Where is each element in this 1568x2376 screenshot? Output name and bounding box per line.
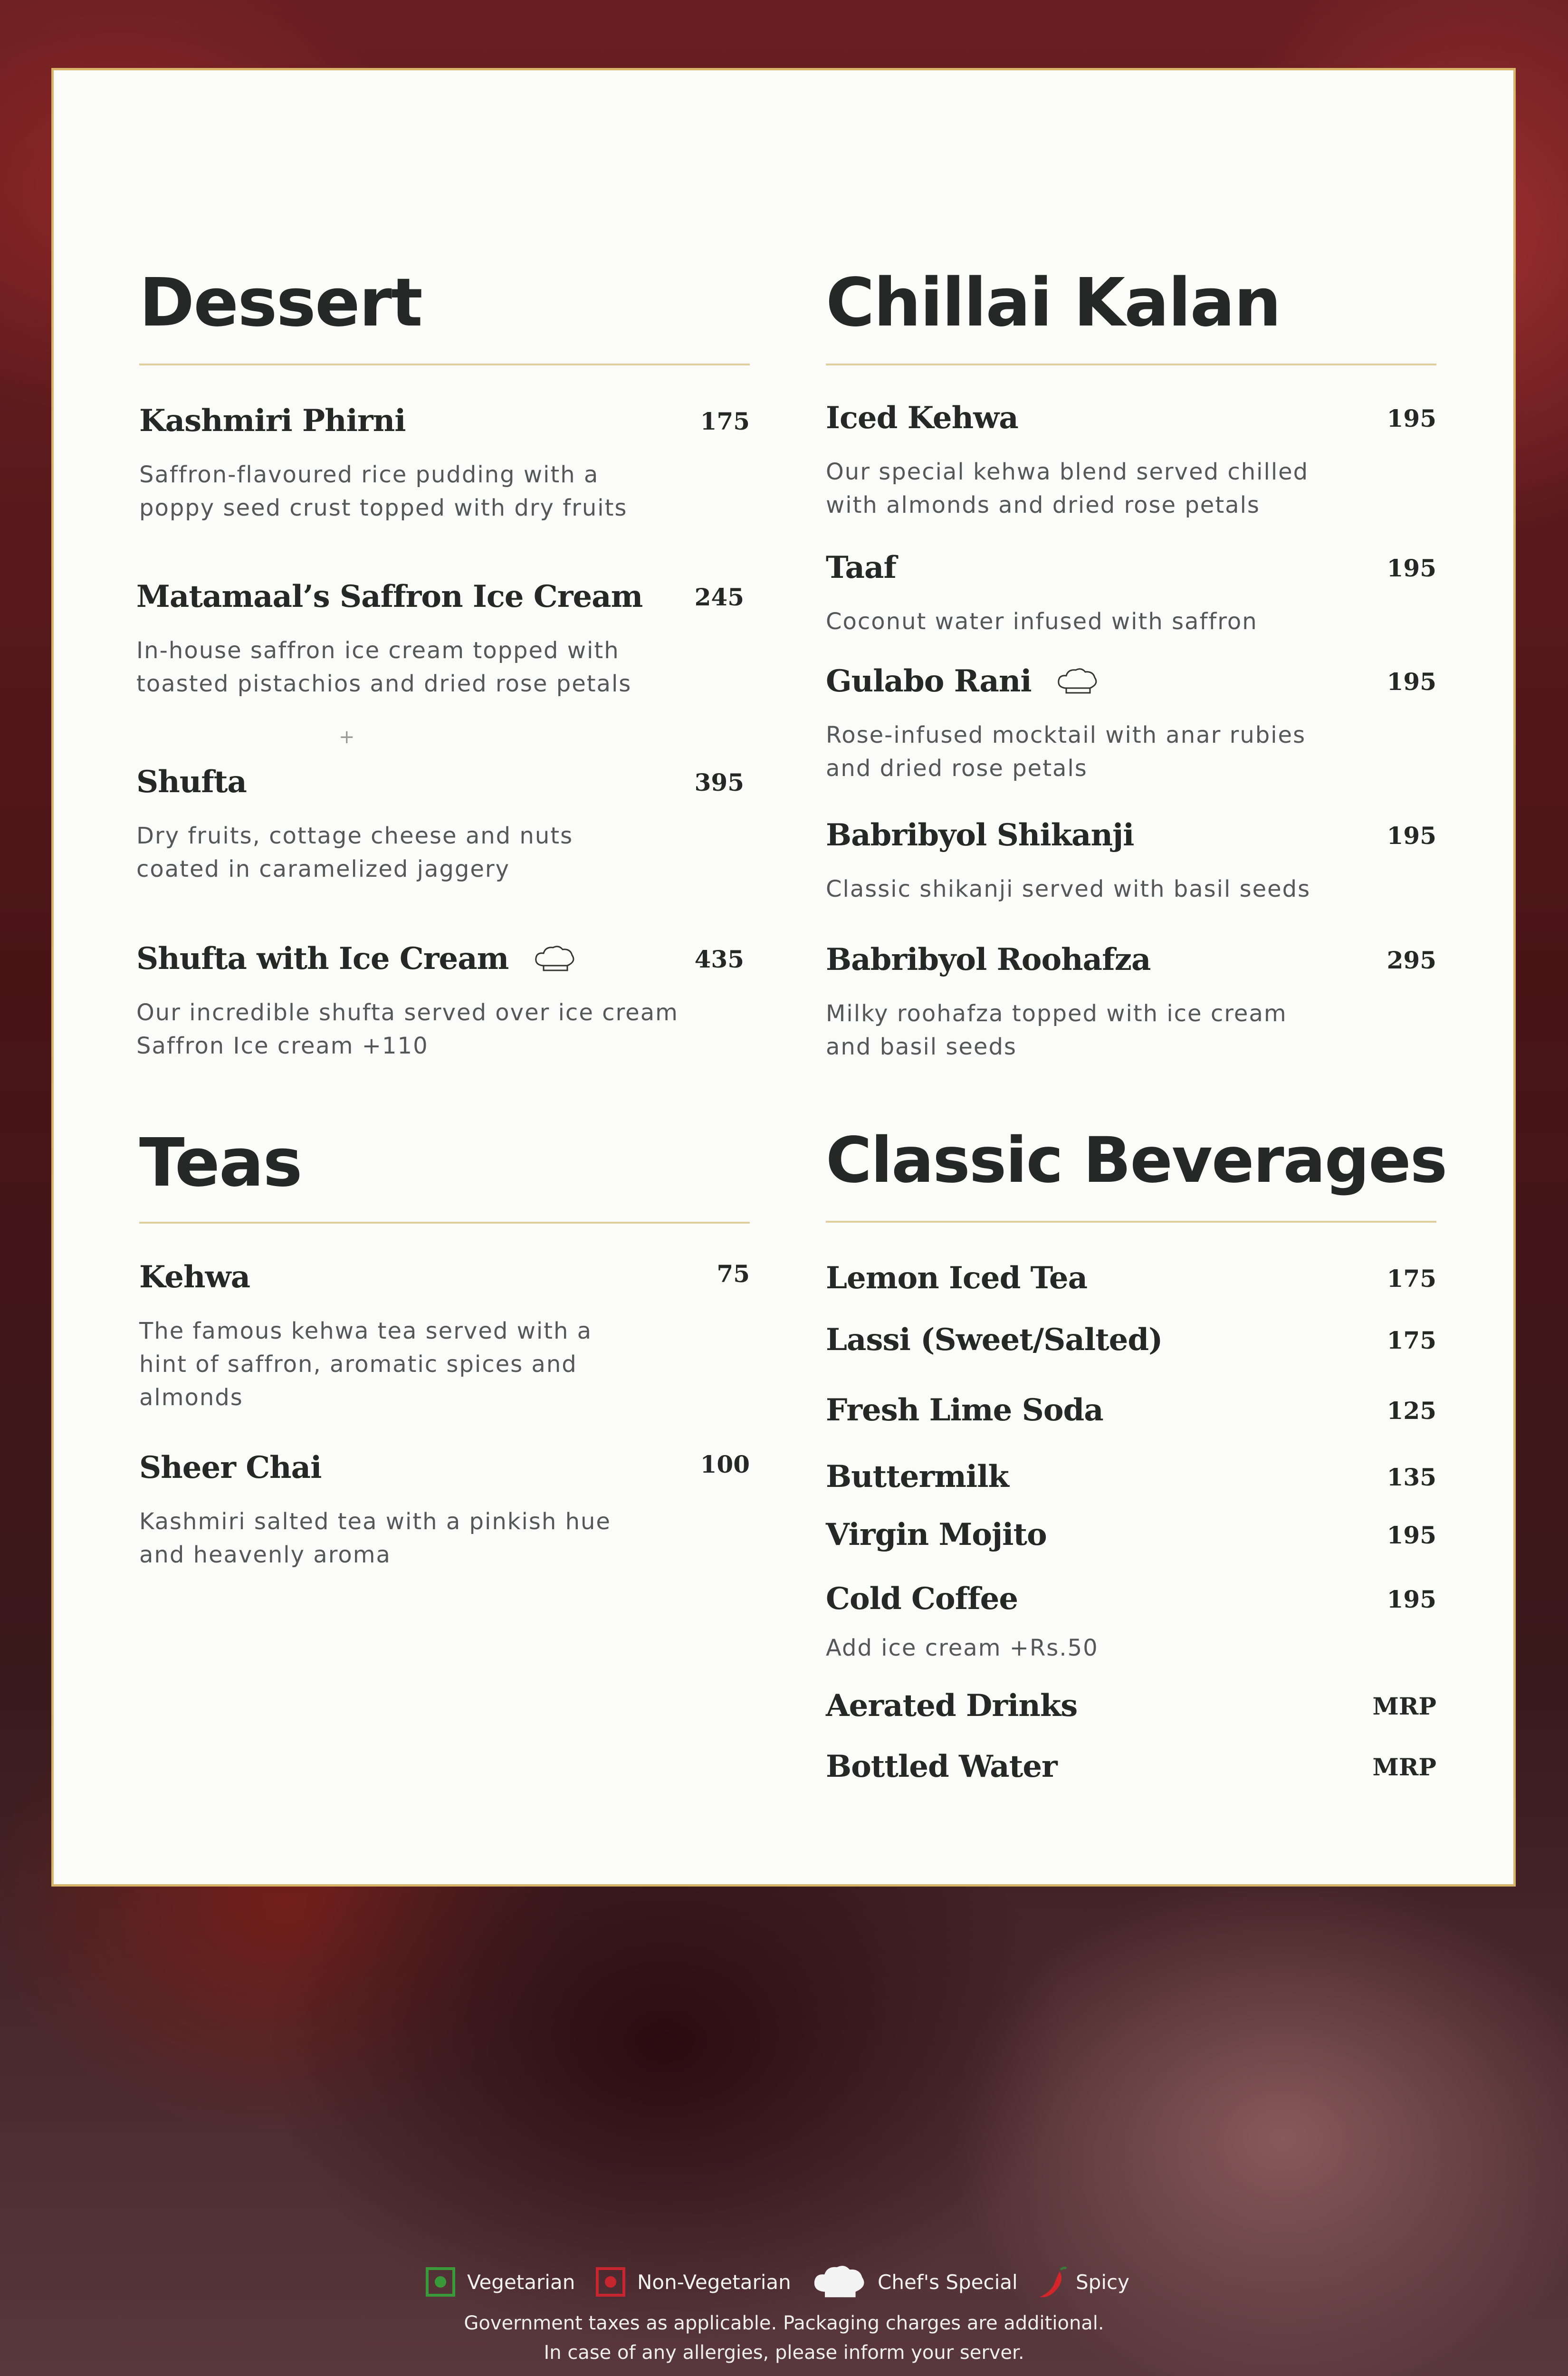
description-line: In-house saffron ice cream topped with — [136, 637, 620, 664]
legend-label: Spicy — [1076, 2271, 1129, 2294]
divider — [826, 364, 1436, 365]
item-name: Buttermilk — [826, 1459, 1009, 1495]
item-name: Sheer Chai — [139, 1450, 322, 1485]
item-name: Lemon Iced Tea — [826, 1260, 1088, 1296]
item-name — [826, 663, 1100, 701]
item-price: MRP — [1372, 1692, 1436, 1720]
item-description — [826, 872, 1420, 906]
item-price: 295 — [1386, 946, 1436, 974]
description-line: and dried rose petals — [826, 755, 1088, 782]
item-description — [826, 605, 1420, 638]
footer-allergy-note: In case of any allergies, please inform your server. — [544, 2342, 1024, 2364]
divider — [139, 1222, 750, 1224]
item-price: 195 — [1386, 1585, 1436, 1613]
item-name: Babribyol Shikanji — [826, 817, 1134, 853]
divider — [139, 364, 750, 365]
description-line: almonds — [139, 1384, 243, 1411]
chef-hat-icon — [810, 2263, 869, 2301]
item-name: Taaf — [826, 550, 896, 585]
item-description — [136, 996, 730, 1063]
menu-panel — [51, 68, 1516, 1887]
description-line: The famous kehwa tea served with a — [139, 1318, 593, 1344]
item-name: Babribyol Roohafza — [826, 942, 1151, 977]
item-name: Matamaal’s Saffron Ice Cream — [136, 579, 643, 614]
item-name: Aerated Drinks — [826, 1688, 1078, 1724]
item-price: 195 — [1386, 404, 1436, 432]
item-name: Fresh Lime Soda — [826, 1392, 1103, 1428]
footer-taxes-note: Government taxes as applicable. Packaging charges are additional. — [464, 2312, 1104, 2334]
description-line: and heavenly aroma — [139, 1542, 391, 1568]
item-name: Kashmiri Phirni — [139, 403, 406, 439]
item-description — [826, 997, 1420, 1063]
veg-mark-icon — [425, 2267, 456, 2297]
item-name: Bottled Water — [826, 1749, 1057, 1784]
item-name-text: Shufta with Ice Cream — [136, 941, 509, 977]
legend-label: Vegetarian — [467, 2271, 575, 2294]
item-name: Cold Coffee — [826, 1581, 1018, 1617]
item-description — [139, 1314, 733, 1414]
description-line: Add ice cream +Rs.50 — [826, 1635, 1099, 1661]
item-price: 245 — [694, 583, 744, 611]
description-line: hint of saffron, aromatic spices and — [139, 1351, 577, 1378]
item-description — [826, 455, 1420, 522]
description-line: Classic shikanji served with basil seeds — [826, 876, 1311, 902]
divider — [826, 1221, 1436, 1223]
item-price: 175 — [1386, 1265, 1436, 1293]
legend-label: Non-Vegetarian — [637, 2271, 791, 2294]
legend — [0, 2257, 1568, 2305]
description-line: Saffron-flavoured rice pudding with a — [139, 461, 599, 488]
item-description — [139, 1505, 733, 1571]
item-price: 195 — [1386, 554, 1436, 582]
item-price: 100 — [700, 1450, 750, 1478]
description-line: Kashmiri salted tea with a pinkish hue — [139, 1508, 611, 1535]
description-line: Milky roohafza topped with ice cream — [826, 1000, 1287, 1027]
item-name: Iced Kehwa — [826, 400, 1018, 436]
description-line: Our special kehwa blend served chilled — [826, 459, 1309, 485]
item-note — [826, 1631, 1420, 1665]
item-name: Kehwa — [139, 1259, 250, 1295]
description-line: Dry fruits, cottage cheese and nuts — [136, 823, 574, 849]
non-veg-mark-icon — [595, 2267, 626, 2297]
item-price: 125 — [1386, 1397, 1436, 1425]
description-line: coated in caramelized jaggery — [136, 856, 510, 882]
item-name-text: Gulabo Rani — [826, 663, 1032, 699]
item-description — [139, 458, 733, 525]
description-line: poppy seed crust topped with dry fruits — [139, 495, 628, 521]
decorative-plus: + — [339, 726, 355, 748]
item-description — [136, 819, 730, 886]
item-name: Virgin Mojito — [826, 1517, 1047, 1552]
chef-hat-icon — [533, 944, 577, 978]
description-line: and basil seeds — [826, 1034, 1017, 1060]
section-title-teas: Teas — [139, 1124, 302, 1202]
description-line: Rose-infused mocktail with anar rubies — [826, 722, 1306, 748]
item-price: 195 — [1386, 822, 1436, 850]
item-price: 195 — [1386, 668, 1436, 696]
section-title-dessert: Dessert — [139, 264, 422, 342]
description-line: with almonds and dried rose petals — [826, 492, 1260, 518]
item-price: 195 — [1386, 1521, 1436, 1549]
item-price: MRP — [1372, 1753, 1436, 1781]
item-price: 435 — [694, 945, 744, 973]
item-name — [136, 941, 577, 978]
item-price: 395 — [694, 768, 744, 796]
item-price: 75 — [717, 1260, 750, 1288]
legend-label: Chef's Special — [878, 2271, 1018, 2294]
section-title-classic-beverages: Classic Beverages — [826, 1124, 1447, 1197]
item-price: 175 — [700, 407, 750, 435]
item-name: Lassi (Sweet/Salted) — [826, 1322, 1163, 1358]
chili-icon — [1036, 2265, 1069, 2301]
description-line: Coconut water infused with saffron — [826, 608, 1258, 635]
chef-hat-icon — [1056, 666, 1100, 701]
item-price: 175 — [1386, 1326, 1436, 1354]
description-line: toasted pistachios and dried rose petals — [136, 671, 632, 697]
item-name: Shufta — [136, 764, 247, 800]
description-line: Our incredible shufta served over ice cream — [136, 999, 679, 1026]
description-line: Saffron Ice cream +110 — [136, 1033, 429, 1059]
item-description — [136, 634, 730, 700]
item-price: 135 — [1386, 1463, 1436, 1491]
item-description — [826, 719, 1420, 785]
section-title-chillai-kalan: Chillai Kalan — [826, 264, 1281, 342]
